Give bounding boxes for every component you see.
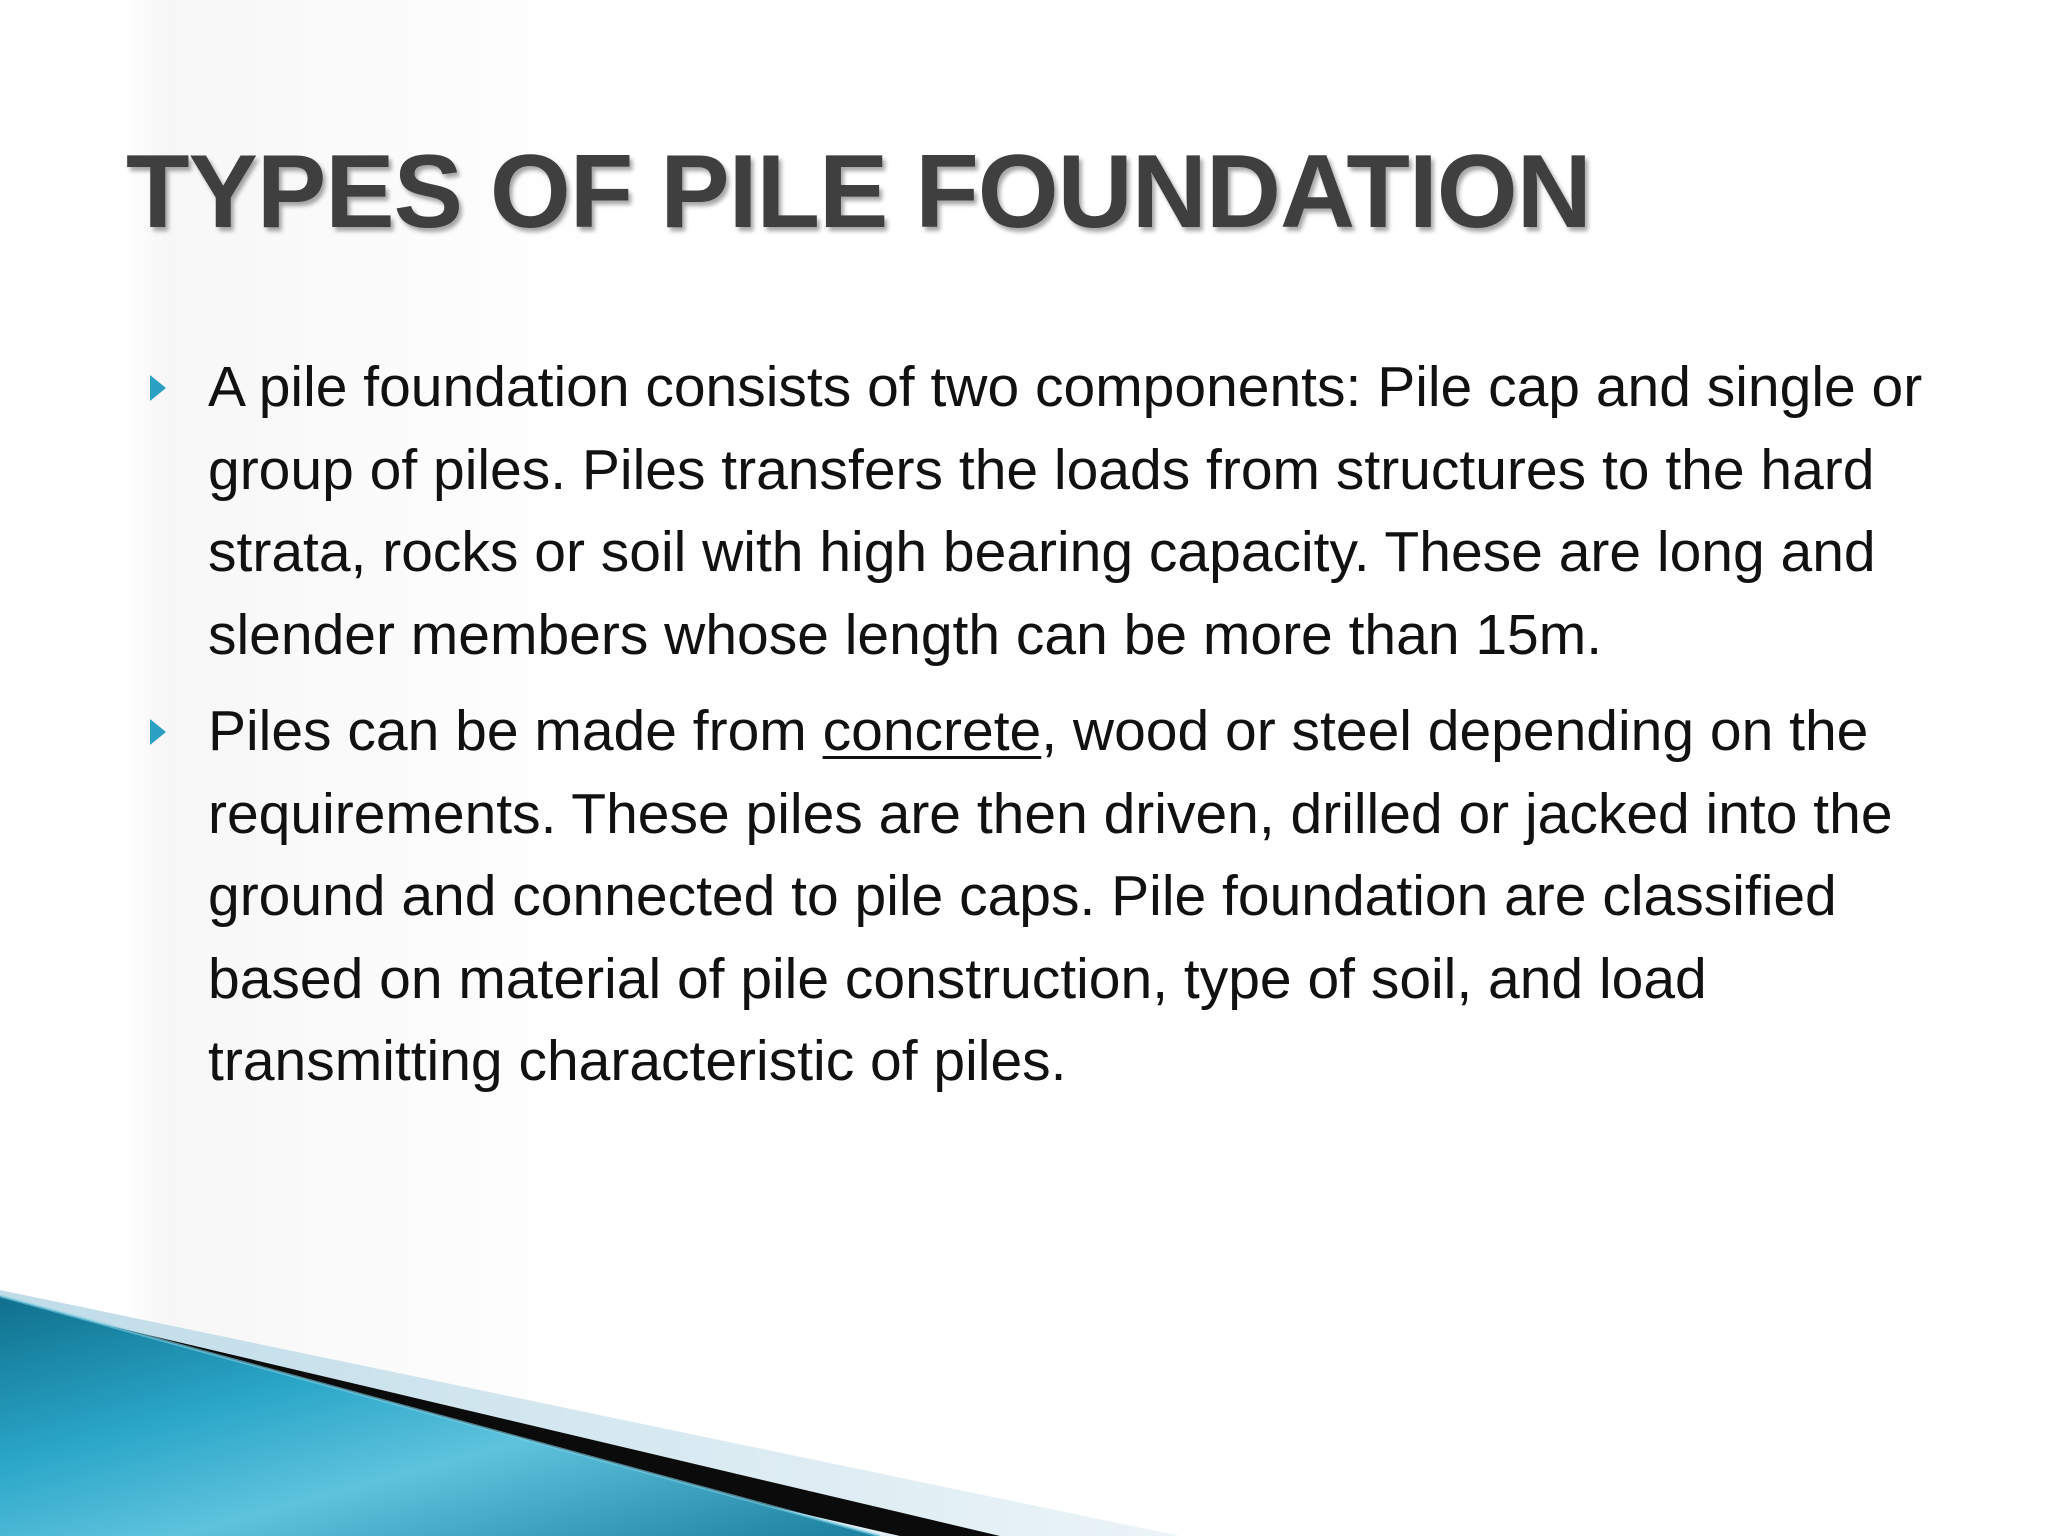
bullet-item-1 (150, 346, 1940, 676)
bullet-text-2-before: Piles can be made from (208, 699, 823, 763)
slide-title: TYPES OF PILE FOUNDATION (126, 134, 1591, 250)
bullet-list (150, 346, 1940, 1117)
bullet-text-2-after: , wood or steel depending on the requirements. These piles are then driven, drilled or jacked into the ground and connected to pile caps. Pile foundation are classified based on material of pile construction, type of soil, and load transmitting characteristic of piles. (208, 699, 1893, 1093)
concrete-link[interactable]: concrete (822, 699, 1042, 763)
bullet-text-1: A pile foundation consists of two components: Pile cap and single or group of piles. Piles transfers the loads from structures to the hard strata, rocks or soil with high bearing capacity. These are long and slender members whose length can be more than 15m. (208, 355, 1923, 667)
triangle-right-icon (150, 375, 166, 401)
bullet-item-2 (150, 690, 1940, 1103)
triangle-right-icon (150, 719, 166, 745)
